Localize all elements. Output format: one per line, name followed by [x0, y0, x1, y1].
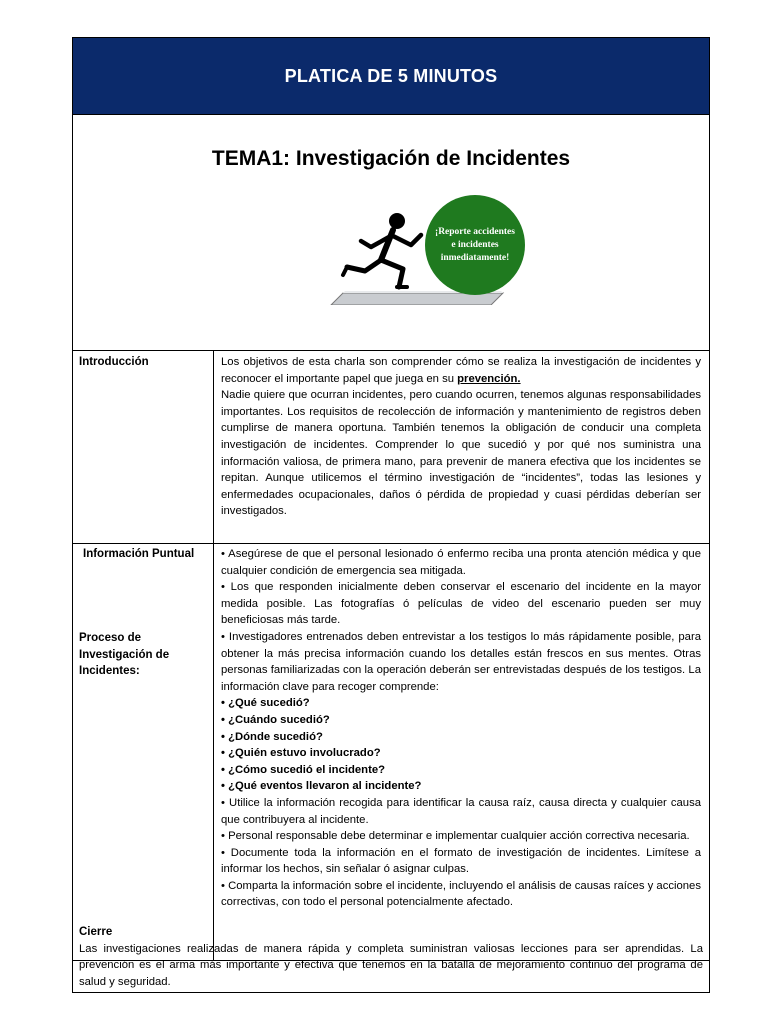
banner-title: PLATICA DE 5 MINUTOS [73, 38, 709, 114]
intro-row [73, 351, 709, 544]
info-item-7: • Comparta la información sobre el incidente, incluyendo el análisis de causas raíces y acciones correctivas, con todo el personal potencialmente afectado. [221, 879, 701, 909]
process-label: Proceso de Investigación de Incidentes: [79, 632, 170, 677]
intro-text-1: Los objetivos de esta charla son comprender cómo se realiza la investigación de incidentes y reconocer el importante papel que juega en su [221, 356, 701, 385]
illustration [323, 185, 533, 325]
question-4: • ¿Quién estuvo involucrado? [221, 747, 381, 760]
info-row [73, 544, 709, 961]
info-text-cell [221, 546, 701, 960]
question-6: • ¿Qué eventos llevaron al incidente? [221, 780, 422, 793]
info-item-3: • Investigadores entrenados deben entrevistar a los testigos lo más rápidamente posible, para obtener la más precisa información cuando los detalles están frescos en sus mentes. Otras personas familiarizadas con la operación deberán ser entrevistadas después de los testigos. La información clave para recoger comprende: [221, 630, 701, 693]
closing-label: Cierre [79, 926, 113, 938]
info-label: Información Puntual [83, 548, 195, 560]
intro-text-cell [221, 354, 701, 543]
intro-label: Introducción [79, 356, 149, 368]
info-item-6: • Documente toda la información en el formato de investigación de incidentes. Limítese a informar los hechos, sin señalar ó asignar culpas. [221, 846, 701, 876]
intro-paragraph-1 [221, 354, 701, 387]
intro-label-cell [73, 351, 214, 543]
closing-section [73, 924, 709, 990]
intro-text-prevencion: prevención. [457, 372, 521, 385]
info-item-2: • Los que responden inicialmente deben conservar el escenario del incidente en la mayor medida posible. Las fotografías ó películas de video del escenario pueden ser muy beneficiosas más tarde. [221, 581, 701, 627]
info-item-5: • Personal responsable debe determinar e implementar cualquier acción correctiva necesaria. [221, 830, 690, 843]
question-5: • ¿Cómo sucedió el incidente? [221, 763, 386, 776]
title-area [73, 114, 709, 351]
question-2: • ¿Cuándo sucedió? [221, 713, 330, 726]
question-1: • ¿Qué sucedió? [221, 697, 310, 710]
closing-text: Las investigaciones realizadas de manera rápida y completa suministran valiosas lecciones para ser aprendidas. La prevención es el arma más importante y efectiva que tenemos en la batalla de mejoramiento continuo del programa de salud y seguridad. [79, 942, 703, 988]
report-badge: ¡Reporte accidentes e incidentes inmediatamente! [425, 195, 525, 295]
question-3: • ¿Dónde sucedió? [221, 730, 323, 743]
intro-paragraph-2: Nadie quiere que ocurran incidentes, pero cuando ocurren, tenemos algunas responsabilidades importantes. Los requisitos de recolección de información y mantenimiento de registros deben cumplirse de manera oportuna. También tenemos la obligación de conducir una completa investigación de incidentes. Comprender lo que sucedió y por qué nos suministra una información valiosa, de primera mano, para prevenir de manera efectiva que los incidentes se repitan. Aunque utilicemos el término investigación de “incidentes”, todas las lesiones y enfermedades ocupacionales, daños ó pérdida de propiedad y cuasi pérdidas deberían ser investigados. [221, 389, 701, 518]
info-label-cell [73, 544, 214, 960]
page-title: TEMA1: Investigación de Incidentes [211, 147, 571, 170]
document-sheet [72, 37, 710, 993]
info-item-1: • Asegúrese de que el personal lesionado ó enfermo reciba una pronta atención médica y que cualquier condición de emergencia sea mitigada. [221, 548, 701, 577]
info-item-4: • Utilice la información recogida para identificar la causa raíz, causa directa y cualquier causa que contribuyera al incidente. [221, 796, 701, 826]
